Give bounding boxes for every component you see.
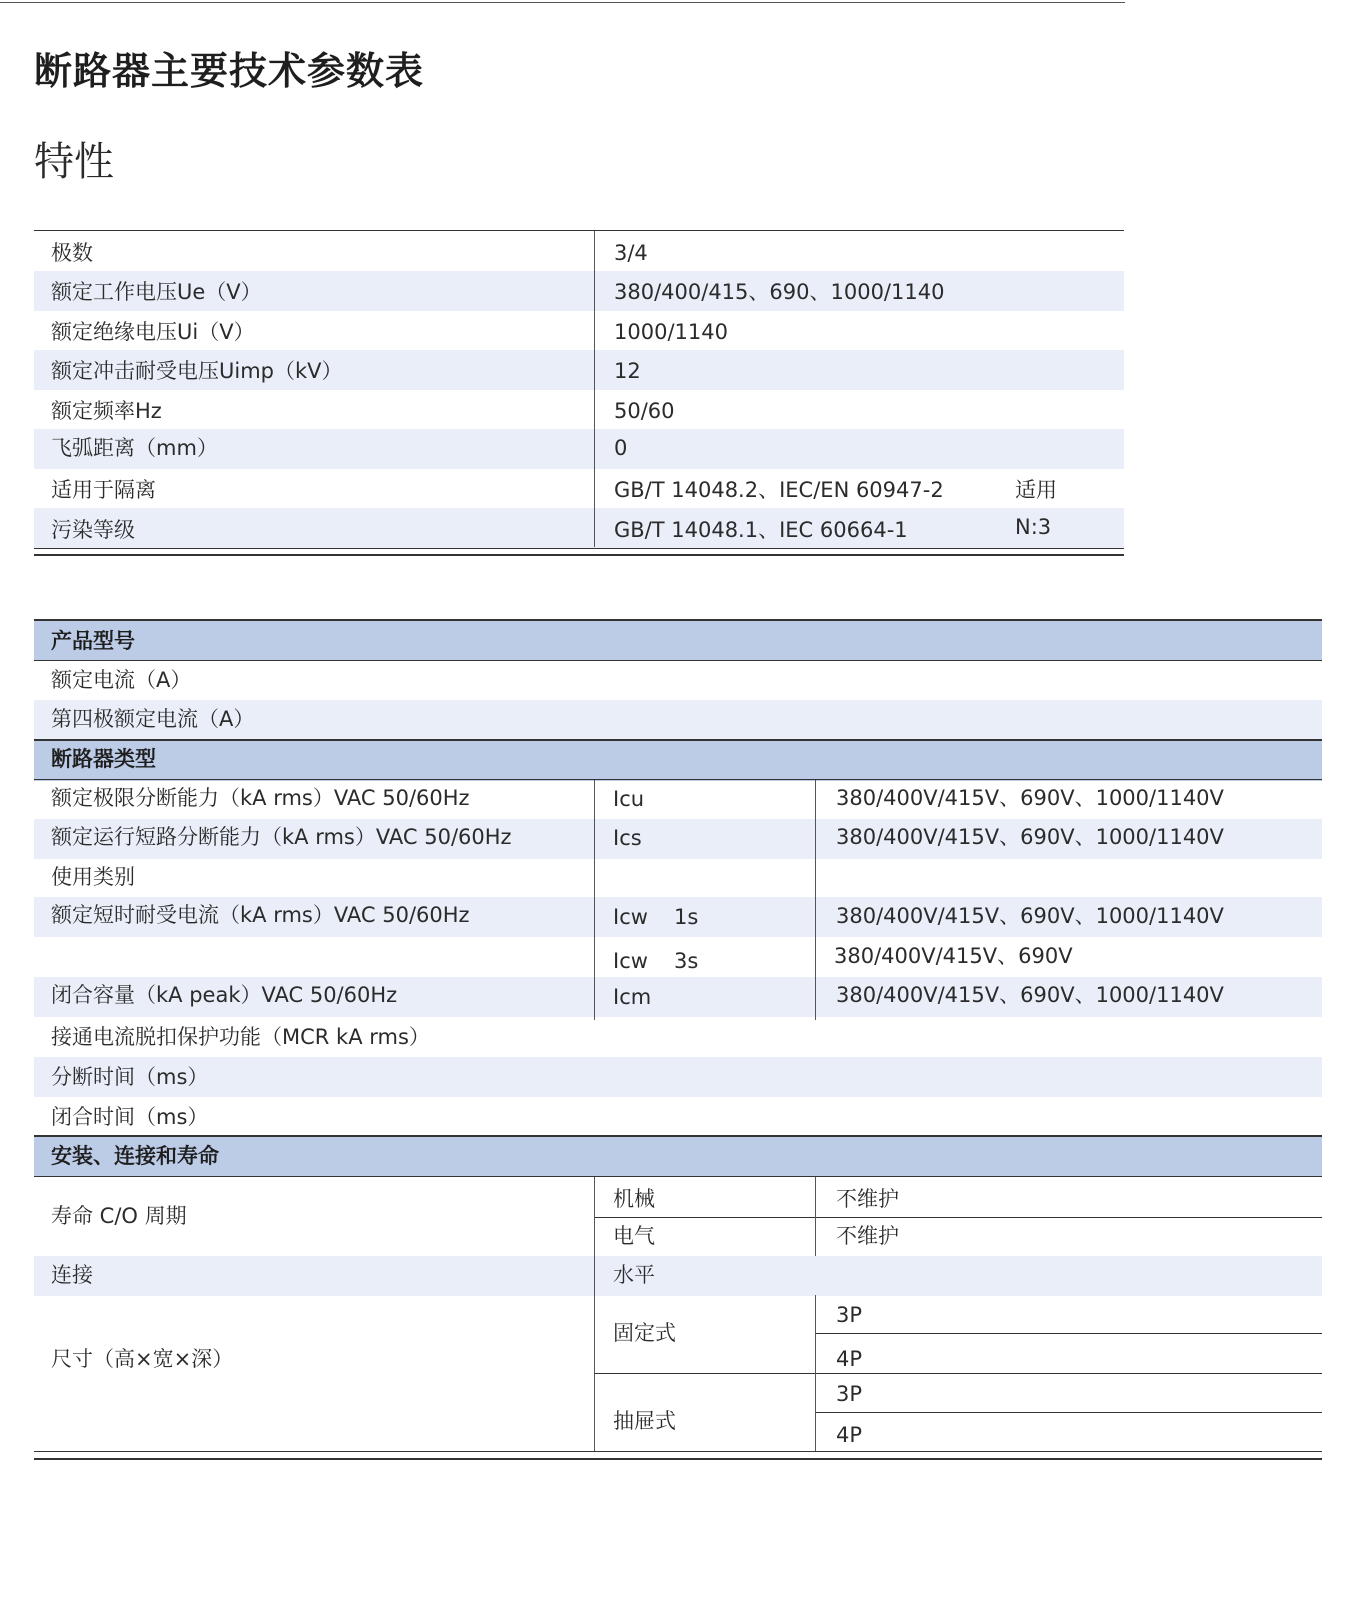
row-label: 额定绝缘电压Ui（V） [51, 320, 255, 344]
row-label: 第四极额定电流（A） [51, 707, 255, 731]
table-row [34, 1017, 1322, 1057]
row-label: 适用于隔离 [51, 478, 156, 502]
row-label: 额定工作电压Ue（V） [51, 280, 262, 304]
section-header-label: 产品型号 [51, 629, 135, 653]
row-border [815, 1333, 1322, 1334]
row-value: 0 [614, 436, 628, 460]
row-value: 50/60 [614, 399, 675, 423]
row-value: 水平 [613, 1263, 655, 1287]
row-voltages: 380/400V/415V、690V、1000/1140V [836, 983, 1224, 1007]
row-border [594, 1217, 1322, 1218]
column-divider [594, 780, 595, 1020]
row-voltages: 380/400V/415V、690V、1000/1140V [836, 825, 1224, 849]
table-row [34, 977, 1322, 1017]
table-row [34, 469, 1124, 509]
table-row [34, 780, 1322, 820]
row-border [34, 1176, 1322, 1177]
table-row [34, 311, 1124, 351]
column-divider [815, 1177, 816, 1256]
row-extra: 适用 [1015, 478, 1057, 502]
row-voltages: 380/400V/415V、690V、1000/1140V [836, 786, 1224, 810]
row-label: 分断时间（ms） [51, 1065, 209, 1089]
row-label: 污染等级 [51, 518, 135, 542]
column-divider [815, 780, 816, 1020]
table-row-connection [34, 1256, 1322, 1296]
table-bottom-border [34, 548, 1124, 549]
row-symbol: Ics [613, 826, 642, 850]
section-subtitle: 特性 [34, 139, 114, 185]
row-label: 额定运行短路分断能力（kA rms）VAC 50/60Hz [51, 825, 512, 849]
row-value: 1000/1140 [614, 320, 728, 344]
row-duration: 3s [674, 949, 699, 973]
row-extra: N:3 [1015, 515, 1052, 539]
section-header-type [34, 741, 1322, 781]
table-top-border [34, 230, 1124, 231]
page-title: 断路器主要技术参数表 [34, 49, 425, 93]
row-value: 不维护 [836, 1187, 899, 1211]
row-label: 使用类别 [51, 865, 135, 889]
table-row [34, 1057, 1322, 1097]
row-sub-label: 机械 [613, 1187, 655, 1211]
table-row [34, 897, 1322, 937]
column-divider [815, 1295, 816, 1451]
row-label: 连接 [51, 1263, 93, 1287]
row-sub-label: 固定式 [613, 1321, 676, 1345]
row-label: 接通电流脱扣保护功能（MCR kA rms） [51, 1025, 430, 1049]
row-voltages: 380/400V/415V、690V [834, 944, 1073, 968]
table-row [34, 1097, 1322, 1137]
row-duration: 1s [674, 905, 699, 929]
section-header-label: 断路器类型 [51, 747, 156, 771]
row-border [594, 1373, 1322, 1374]
table-row [34, 700, 1322, 740]
table-row [34, 937, 1322, 977]
row-label: 飞弧距离（mm） [51, 436, 218, 460]
section-header-install [34, 1137, 1322, 1177]
row-label: 闭合时间（ms） [51, 1105, 209, 1129]
row-value: 4P [836, 1423, 863, 1447]
row-symbol: Icw [613, 905, 648, 929]
section-header-product [34, 621, 1322, 661]
row-value: GB/T 14048.2、IEC/EN 60947-2 [614, 478, 944, 502]
row-voltages: 380/400V/415V、690V、1000/1140V [836, 904, 1224, 928]
row-label: 额定短时耐受电流（kA rms）VAC 50/60Hz [51, 903, 470, 927]
table-row [34, 819, 1322, 859]
row-label: 额定冲击耐受电压Uimp（kV） [51, 359, 343, 383]
row-sub-label: 抽屉式 [613, 1409, 676, 1433]
row-value: 3P [836, 1303, 863, 1327]
column-divider [594, 1177, 595, 1451]
row-label: 额定电流（A） [51, 668, 192, 692]
table-bottom-border-double [34, 1458, 1322, 1460]
row-label: 闭合容量（kA peak）VAC 50/60Hz [51, 983, 398, 1007]
table-row [34, 350, 1124, 390]
row-border [815, 1412, 1322, 1413]
row-symbol: Icw [613, 949, 648, 973]
row-label: 额定极限分断能力（kA rms）VAC 50/60Hz [51, 786, 470, 810]
row-symbol: Icm [613, 985, 652, 1009]
row-label: 极数 [51, 241, 93, 265]
row-value: 3P [836, 1382, 863, 1406]
table-row [34, 661, 1322, 701]
table-bottom-border-double [34, 554, 1124, 556]
column-divider [594, 231, 595, 547]
row-label: 尺寸（高×宽×深） [51, 1347, 234, 1371]
table-row [34, 858, 1322, 898]
row-symbol: Icu [613, 787, 645, 811]
row-label: 寿命 C/O 周期 [51, 1204, 187, 1228]
row-value: 3/4 [614, 241, 648, 265]
table-row [34, 232, 1124, 272]
top-rule [0, 2, 1125, 3]
table-row [34, 508, 1124, 548]
row-value: 4P [836, 1347, 863, 1371]
row-value: 不维护 [836, 1224, 899, 1248]
row-label: 额定频率Hz [51, 399, 162, 423]
section-header-label: 安装、连接和寿命 [51, 1144, 219, 1168]
table-row [34, 271, 1124, 311]
row-value: GB/T 14048.1、IEC 60664-1 [614, 518, 908, 542]
table-row [34, 429, 1124, 469]
table-row [34, 390, 1124, 430]
row-sub-label: 电气 [613, 1224, 655, 1248]
row-value: 380/400/415、690、1000/1140 [614, 280, 945, 304]
row-value: 12 [614, 359, 641, 383]
table-bottom-border [34, 1451, 1322, 1452]
